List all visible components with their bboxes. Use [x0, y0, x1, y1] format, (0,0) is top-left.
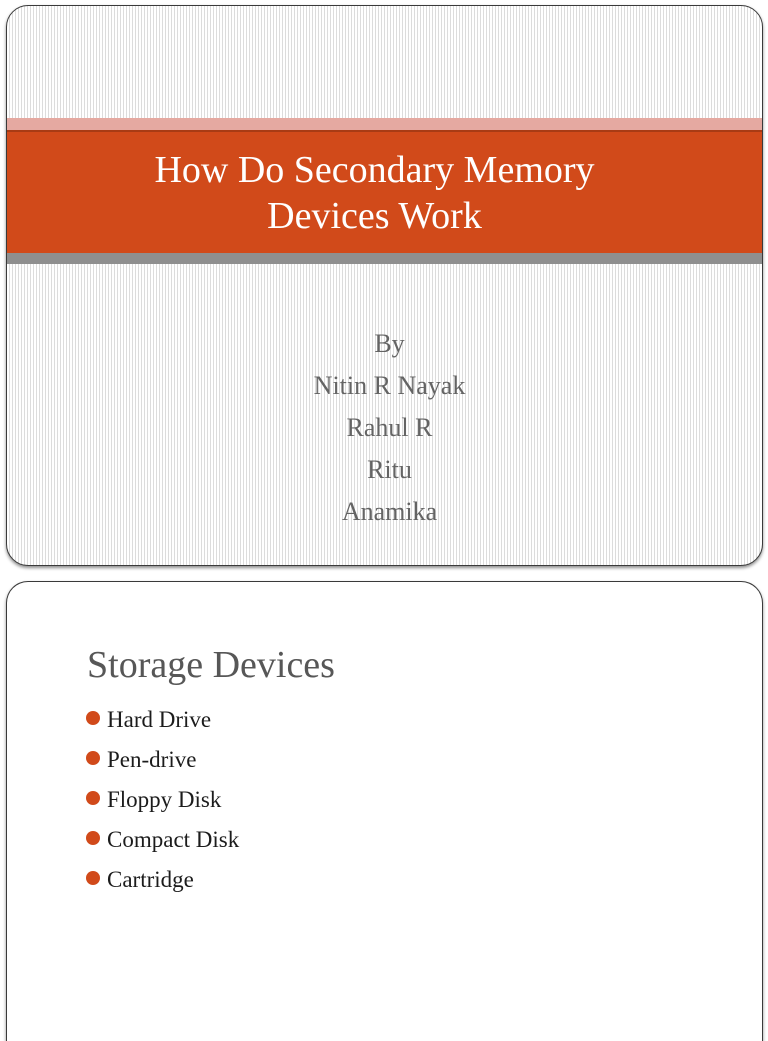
byline: By	[374, 329, 405, 358]
slide-heading: Storage Devices	[87, 644, 335, 686]
list-item	[83, 825, 239, 865]
title-slide	[6, 5, 763, 566]
list-item	[83, 865, 239, 905]
author-name: Ritu	[367, 455, 412, 484]
list-item	[83, 705, 239, 745]
author-name: Rahul R	[346, 413, 433, 442]
list-item-label: Cartridge	[107, 867, 194, 892]
slide-title-line-2: Devices Work	[267, 195, 482, 237]
bullet-dot-icon	[86, 871, 100, 885]
slide-title-line-1: How Do Secondary Memory	[154, 149, 595, 191]
author-name: Anamika	[341, 497, 438, 526]
author-name: Nitin R Nayak	[313, 371, 466, 400]
bullet-dot-icon	[86, 791, 100, 805]
list-item	[83, 785, 239, 825]
list-item-label: Hard Drive	[107, 707, 212, 732]
list-item-label: Pen-drive	[107, 747, 197, 772]
content-slide	[6, 581, 763, 1041]
bullet-dot-icon	[86, 711, 100, 725]
bullet-list	[83, 705, 239, 905]
author-list	[7, 323, 763, 533]
bullet-dot-icon	[86, 831, 100, 845]
accent-band-top	[7, 118, 762, 130]
list-item	[83, 745, 239, 785]
slide-title	[7, 147, 742, 239]
bullet-dot-icon	[86, 751, 100, 765]
list-item-label: Floppy Disk	[107, 787, 222, 812]
list-item-label: Compact Disk	[107, 827, 240, 852]
accent-band-bottom	[7, 253, 762, 264]
